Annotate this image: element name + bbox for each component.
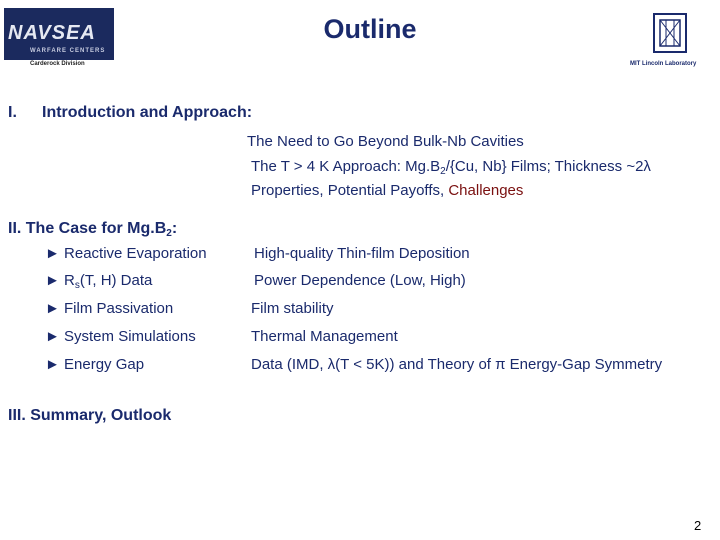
section-2-row-3-left: ► Film Passivation	[45, 300, 174, 317]
section-2-row-4-right: Thermal Management	[251, 328, 398, 345]
section-2-row-2-right: Power Dependence (Low, High)	[254, 272, 466, 289]
section-2-row-4-left: ► System Simulations	[45, 328, 196, 345]
section-1-line-1: The Need to Go Beyond Bulk-Nb Cavities	[247, 133, 524, 150]
mit-lincoln-lab-logo	[652, 12, 688, 54]
navsea-logo-subtext: WARFARE CENTERS	[30, 48, 106, 54]
section-2-row-1-left: ► Reactive Evaporation	[45, 245, 207, 262]
section-1-numeral: I.	[8, 104, 17, 121]
page-title: Outline	[323, 14, 417, 44]
section-2-row-2-left: ► $R_s(T$, H) Data	[45, 272, 153, 291]
section-2-row-3-right: Film stability	[251, 300, 334, 317]
navsea-logo-text: NAVSEA	[8, 22, 96, 44]
section-1-line-2: The T > 4 K Approach: $Mg.B_2/\{Cu$, Nb} Films; Thickness ~2λ	[251, 158, 651, 177]
section-2-row-5-right: Data (IMD, λ(T < 5K)) and Theory of π Energy-Gap Symmetry	[251, 356, 663, 373]
section-2-heading: II. The Case for $Mg.B_2$:	[8, 220, 178, 239]
section-1-line-3: Properties, Potential Payoffs, Challenges	[251, 182, 524, 199]
division-label: Carderock Division	[30, 61, 85, 67]
section-2-row-1-right: High-quality Thin-film Deposition	[254, 245, 470, 262]
section-3-heading: III. Summary, Outlook	[8, 407, 172, 424]
page-number: 2	[694, 518, 702, 533]
lab-name: MIT Lincoln Laboratory	[630, 61, 697, 67]
section-2-row-5-left: ► Energy Gap	[45, 356, 145, 373]
section-1-heading: Introduction and Approach:	[42, 104, 253, 121]
